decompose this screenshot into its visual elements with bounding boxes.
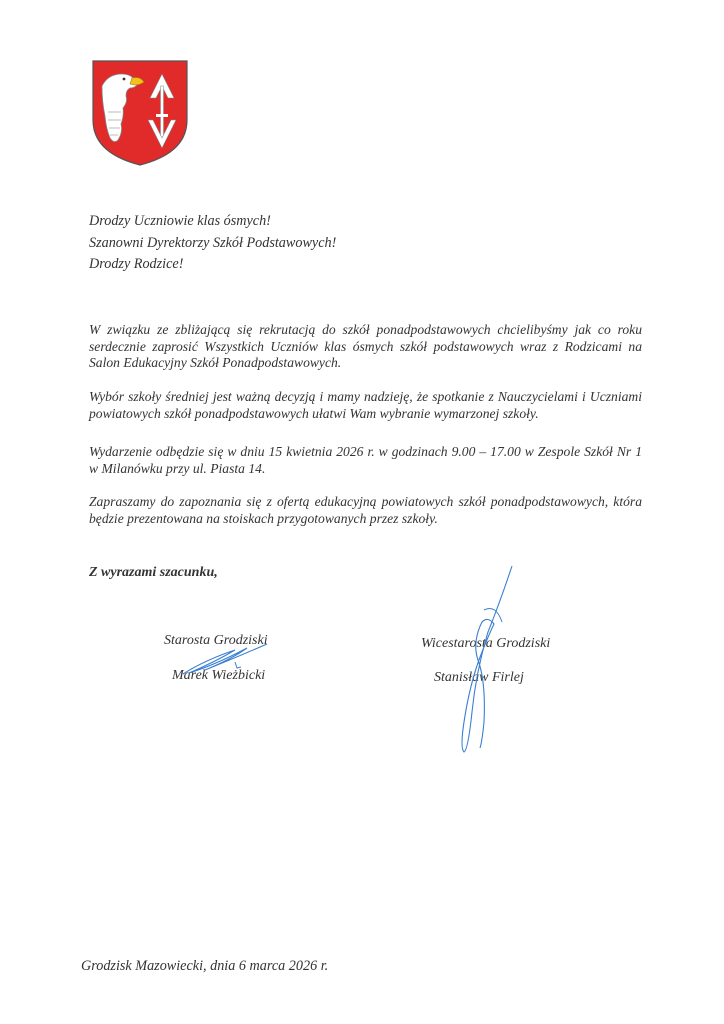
greeting-line: Drodzy Uczniowie klas ósmych! xyxy=(89,213,271,229)
place-and-date: Grodzisk Mazowiecki, dnia 6 marca 2026 r. xyxy=(81,958,329,974)
signatory-title: Starosta Grodziski xyxy=(164,633,268,648)
greetings xyxy=(89,211,336,276)
offer-paragraph: Zapraszamy do zapoznania się z ofertą edukacyjną powiatowych szkół ponadpodstawowych, która będzie prezentowana na stoiskach przygotowanych przez szkoły. xyxy=(89,494,642,526)
greeting-line: Szanowni Dyrektorzy Szkół Podstawowych! xyxy=(89,234,337,251)
signatory-name: Stanisław Firlej xyxy=(434,670,524,685)
greeting-line: Drodzy Rodzice! xyxy=(89,256,184,272)
coat-of-arms-icon xyxy=(90,58,190,168)
event-details-paragraph: Wydarzenie odbędzie się w dniu 15 kwietnia 2026 r. w godzinach 9.00 – 17.00 w Zespole Szkół Nr 1 w Milanówku przy ul. Piasta 14. xyxy=(89,444,642,476)
invitation-paragraph: W związku ze zbliżającą się rekrutacją do szkół ponadpodstawowych chcielibyśmy jak co roku serdecznie zaprosić Wszystkich Uczniów klas ósmych szkół podstawowych wraz z Rodzicami na Salon Edukacyjny Szkół Ponadpodstawowych. xyxy=(89,322,642,370)
closing-phrase: Z wyrazami szacunku, xyxy=(89,565,218,580)
signatory-name: Marek Wieżbicki xyxy=(172,668,266,683)
signature-scrawl-icon xyxy=(450,562,525,757)
decision-paragraph: Wybór szkoły średniej jest ważną decyzją i mamy nadzieję, że spotkanie z Nauczycielami i Uczniami powiatowych szkół ponadpodstawowych ułatwi Wam wybranie wymarzonej szkoły. xyxy=(89,389,642,421)
signatory-title: Wicestarosta Grodziski xyxy=(421,636,551,651)
